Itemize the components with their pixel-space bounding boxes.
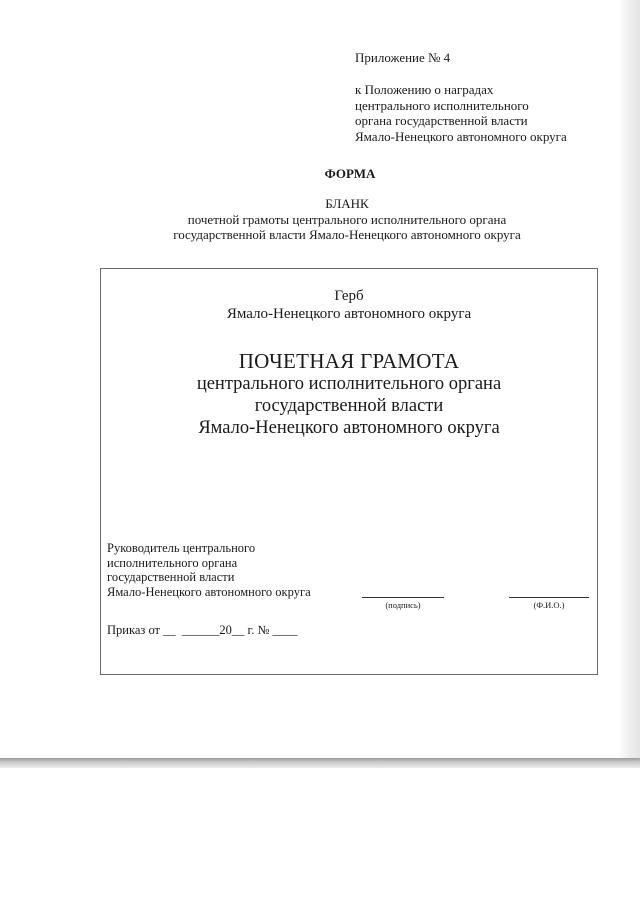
blank-description-line: государственной власти Ямало-Ненецкого автономного округа xyxy=(173,227,521,242)
gerb-label: Герб xyxy=(334,288,364,304)
coat-of-arms-placeholder xyxy=(101,287,597,323)
signature-line xyxy=(362,597,444,598)
page-edge-shadow xyxy=(618,0,640,760)
certificate-title-block xyxy=(101,349,597,439)
certificate-title: ПОЧЕТНАЯ ГРАМОТА xyxy=(238,349,460,373)
gerb-region: Ямало-Ненецкого автономного округа xyxy=(226,306,472,322)
blank-area xyxy=(0,768,640,905)
blank-title: БЛАНК xyxy=(325,196,369,211)
signatory-block xyxy=(107,541,311,599)
blank-heading xyxy=(0,196,640,243)
signatory-line: Ямало-Ненецкого автономного округа xyxy=(107,584,311,599)
blank-description-line: почетной грамоты центрального исполнительного органа xyxy=(187,211,507,227)
appendix-number: Приложение № 4 xyxy=(355,50,451,65)
signatory-line: Руководитель центрального xyxy=(107,541,256,555)
appendix-line: органа государственной власти xyxy=(355,113,528,128)
form-heading: ФОРМА xyxy=(324,166,376,181)
order-reference: Приказ от __ ______20__ г. № ____ xyxy=(107,623,298,637)
signatory-line: исполнительного органа xyxy=(107,555,238,570)
certificate-subtitle-line: Ямало-Ненецкого автономного округа xyxy=(198,418,500,438)
appendix-line: Ямало-Ненецкого автономного округа xyxy=(355,128,567,144)
certificate-frame xyxy=(100,268,598,675)
page-bottom-edge xyxy=(0,758,640,768)
certificate-subtitle-line: центрального исполнительного органа xyxy=(196,374,502,394)
appendix-line: центрального исполнительного xyxy=(355,97,529,113)
fio-line xyxy=(509,597,589,598)
appendix-line: к Положению о наградах xyxy=(355,82,494,97)
appendix-reference xyxy=(355,82,567,144)
certificate-subtitle-line: государственной власти xyxy=(254,396,444,416)
signature-label: (подпись) xyxy=(385,600,421,610)
signatory-line: государственной власти xyxy=(107,570,235,584)
fio-label: (Ф.И.О.) xyxy=(533,600,565,610)
